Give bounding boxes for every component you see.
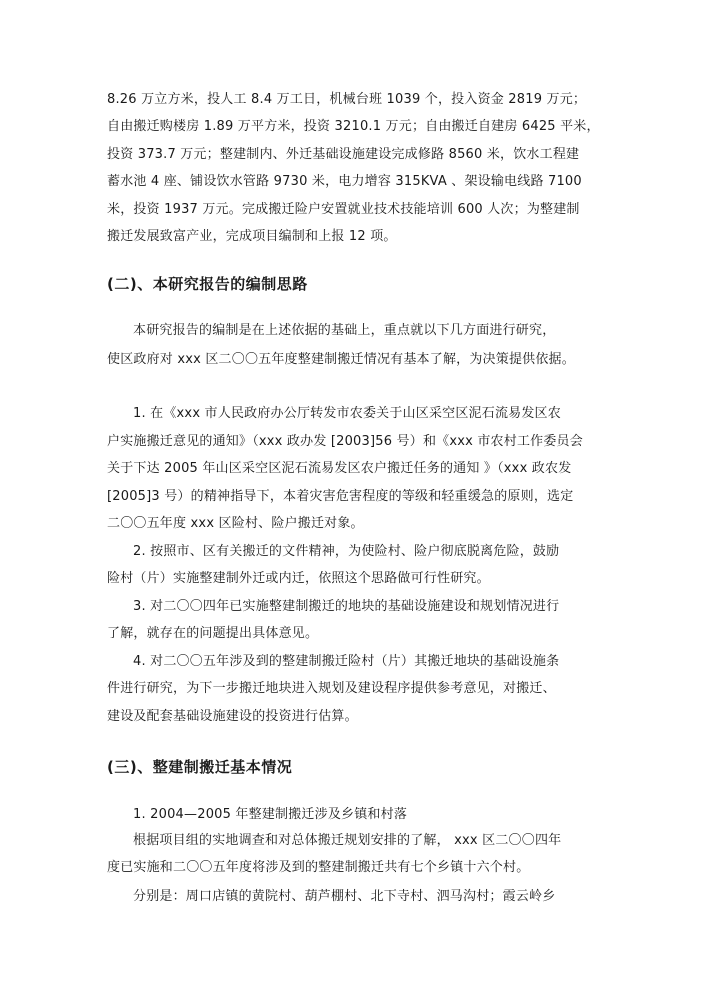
intro-line-5: 米，投资 1937 万元。完成搬迁险户安置就业技术技能培训 600 人次；为整建制 [107, 202, 580, 217]
section3-para2-line-1: 分别是：周口店镇的黄院村、葫芦棚村、北下寺村、泗马沟村；霞云岭乡 [133, 889, 556, 904]
section2-item3-line-1: 3. 对二〇〇四年已实施整建制搬迁的地块的基础设施建设和规划情况进行 [133, 599, 560, 614]
section2-intro-line-2: 使区政府对 xxx 区二〇〇五年度整建制搬迁情况有基本了解，为决策提供依据。 [107, 352, 575, 367]
section2-item4-line-2: 件进行研究，为下一步搬迁地块进入规划及建设程序提供参考意见，对搬迁、 [107, 681, 556, 696]
intro-line-4: 蓄水池 4 座、铺设饮水管路 9730 米，电力增容 315KVA 、架设输电线路 7100 [107, 174, 582, 189]
section2-item3-line-2: 了解，就存在的问题提出具体意见。 [107, 626, 319, 641]
intro-line-6: 搬迁发展致富产业，完成项目编制和上报 12 项。 [107, 229, 397, 244]
section2-item2-line-2: 险村（片）实施整建制外迁或内迁，依照这个思路做可行性研究。 [107, 571, 490, 586]
intro-line-2: 自由搬迁购楼房 1.89 万平方米，投资 3210.1 万元；自由搬迁自建房 6425 平米， [107, 119, 600, 134]
section2-item1-line-5: 二〇〇五年度 xxx 区险村、险户搬迁对象。 [107, 516, 364, 531]
section3-subheading: 1. 2004—2005 年整建制搬迁涉及乡镇和村落 [133, 807, 408, 822]
section2-item1-line-2: 户实施搬迁意见的通知》（xxx 政办发 [2003]56 号）和《xxx 市农村工作委员会 [107, 434, 583, 449]
section2-item1-line-4: [2005]3 号）的精神指导下，本着灾害危害程度的等级和轻重缓急的原则，选定 [107, 489, 574, 504]
section2-intro-line-1: 本研究报告的编制是在上述依据的基础上，重点就以下几方面进行研究， [133, 323, 556, 338]
intro-line-1: 8.26 万立方米，投人工 8.4 万工日，机械台班 1039 个，投入资金 2819 万元； [107, 92, 587, 107]
section2-item4-line-1: 4. 对二〇〇五年涉及到的整建制搬迁险村（片）其搬迁地块的基础设施条 [133, 654, 560, 669]
section3-para1-line-2: 度已实施和二〇〇五年度将涉及到的整建制搬迁共有七个乡镇十六个村。 [107, 860, 530, 875]
section2-item2-line-1: 2. 按照市、区有关搬迁的文件精神，为使险村、险户彻底脱离危险，鼓励 [133, 544, 560, 559]
intro-line-3: 投资 373.7 万元；整建制内、外迁基础设施建设完成修路 8560 米，饮水工程建 [107, 147, 580, 162]
section3-heading: (三)、整建制搬迁基本情况 [107, 758, 293, 776]
section3-para1-line-1: 根据项目组的实地调查和对总体搬迁规划安排的了解， xxx 区二〇〇四年 [133, 833, 562, 848]
section2-item4-line-3: 建设及配套基础设施建设的投资进行估算。 [107, 709, 358, 724]
section2-heading: (二)、本研究报告的编制思路 [107, 275, 308, 293]
section2-item1-line-3: 关于下达 2005 年山区采空区泥石流易发区农户搬迁任务的通知 》（xxx 政农发 [107, 461, 572, 476]
section2-item1-line-1: 1. 在《xxx 市人民政府办公厅转发市农委关于山区采空区泥石流易发区农 [133, 406, 561, 421]
